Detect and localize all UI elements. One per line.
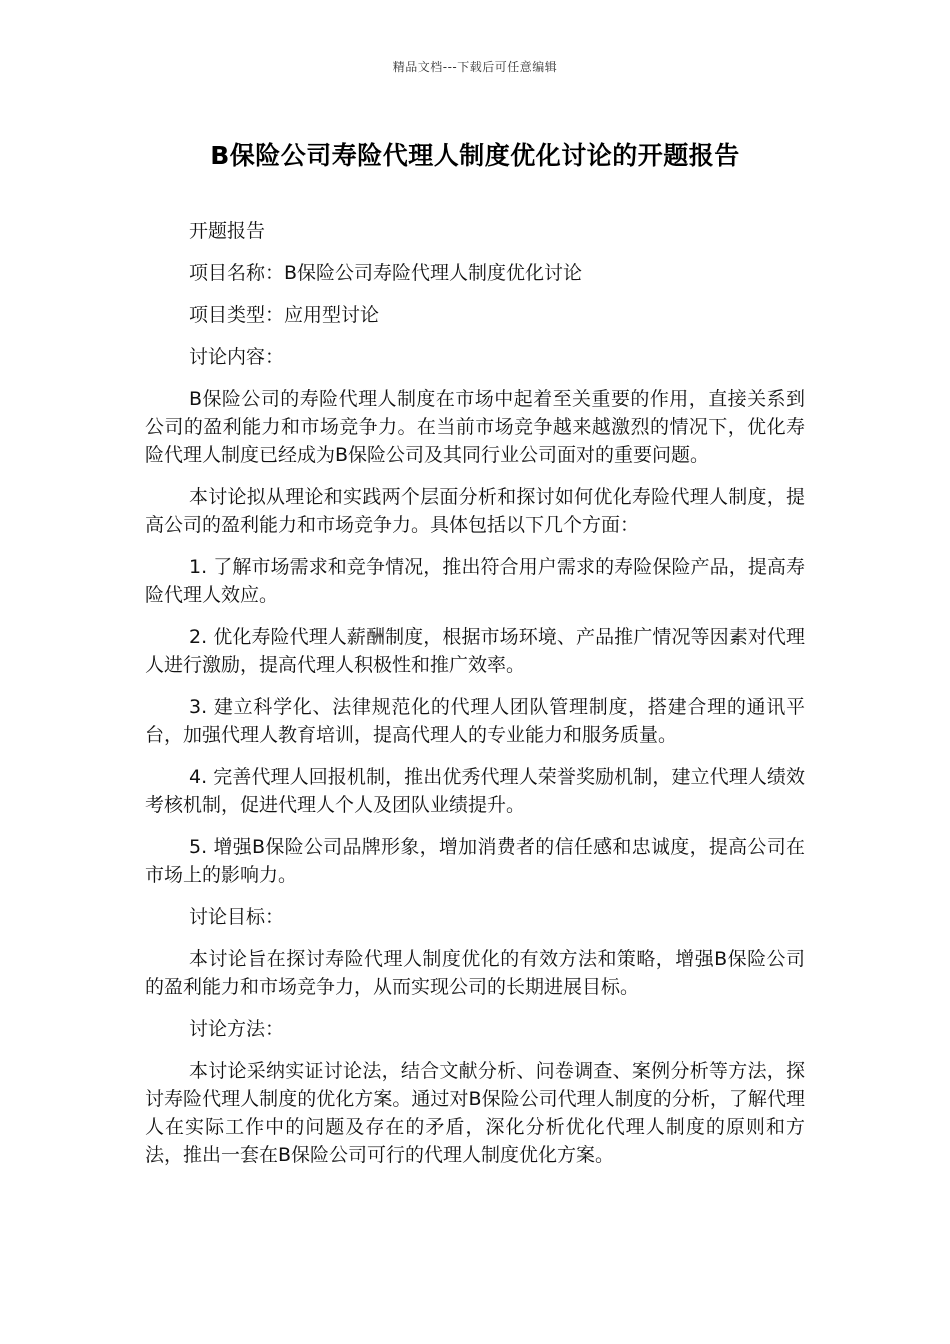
list-item-3: 3. 建立科学化、法律规范化的代理人团队管理制度，搭建合理的通讯平台，加强代理人教育培训，提高代理人的专业能力和服务质量。 [145, 696, 805, 746]
list-item-5: 5. 增强B保险公司品牌形象，增加消费者的信任感和忠诚度，提高公司在市场上的影响力。 [145, 836, 805, 886]
section-heading-report: 开题报告 [189, 220, 266, 242]
header-note: 精品文档---下载后可任意编辑 [392, 60, 558, 74]
section-heading-content: 讨论内容： [189, 346, 285, 368]
paragraph-goals: 本讨论旨在探讨寿险代理人制度优化的有效方法和策略，增强B保险公司的盈利能力和市场竞争力，从而实现公司的长期进展目标。 [145, 948, 805, 998]
list-item-1: 1. 了解市场需求和竞争情况，推出符合用户需求的寿险保险产品，提高寿险代理人效应。 [145, 556, 805, 606]
project-type-line: 项目类型：应用型讨论 [189, 304, 380, 326]
paragraph-intro: B保险公司的寿险代理人制度在市场中起着至关重要的作用，直接关系到公司的盈利能力和市场竞争力。在当前市场竞争越来越激烈的情况下，优化寿险代理人制度已经成为B保险公司及其同行业公司面对的重要问题。 [145, 388, 805, 466]
paragraph-scope: 本讨论拟从理论和实践两个层面分析和探讨如何优化寿险代理人制度，提高公司的盈利能力和市场竞争力。具体包括以下几个方面： [145, 486, 805, 536]
section-heading-goals: 讨论目标： [189, 906, 285, 928]
list-item-4: 4. 完善代理人回报机制，推出优秀代理人荣誉奖励机制，建立代理人绩效考核机制，促进代理人个人及团队业绩提升。 [145, 766, 805, 816]
section-heading-method: 讨论方法： [189, 1018, 285, 1040]
project-name-line: 项目名称：B保险公司寿险代理人制度优化讨论 [189, 262, 583, 284]
document-title: B保险公司寿险代理人制度优化讨论的开题报告 [210, 141, 740, 170]
list-item-2: 2. 优化寿险代理人薪酬制度，根据市场环境、产品推广情况等因素对代理人进行激励，提高代理人积极性和推广效率。 [145, 626, 805, 676]
paragraph-method: 本讨论采纳实证讨论法，结合文献分析、问卷调查、案例分析等方法，探讨寿险代理人制度的优化方案。通过对B保险公司代理人制度的分析，了解代理人在实际工作中的问题及存在的矛盾，深化分析优化代理人制度的原则和方法，推出一套在B保险公司可行的代理人制度优化方案。 [145, 1060, 805, 1166]
document-body [145, 217, 805, 1183]
